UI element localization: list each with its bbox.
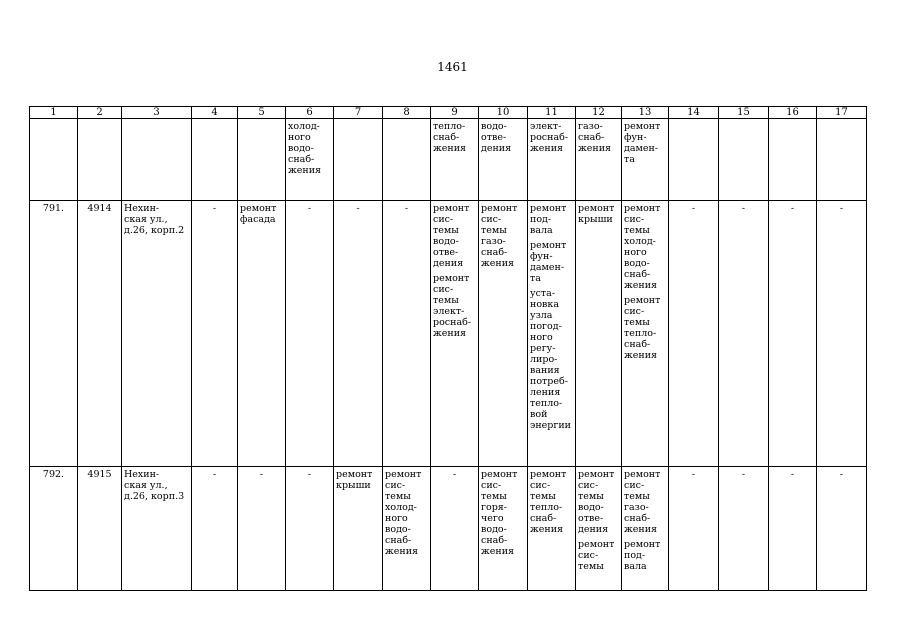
- cell-text: ремонт фасада: [240, 203, 277, 225]
- cell-text: ремонт сис- темы холод- ного водо- снаб- жения: [624, 203, 661, 291]
- table-cell: [669, 467, 719, 591]
- cell-text: -: [212, 203, 217, 214]
- column-number-7: 7: [334, 107, 383, 119]
- cell-text: -: [839, 469, 844, 480]
- table-cell: [719, 467, 769, 591]
- cell-text: ремонт сис- темы холод- ного водо- снаб- жения: [385, 469, 422, 557]
- cell-text: -: [691, 469, 696, 480]
- column-number-11: 11: [528, 107, 576, 119]
- table-cell: [334, 201, 383, 467]
- table-cell: [238, 119, 286, 201]
- table-cell: [817, 201, 867, 467]
- cell-text: -: [404, 203, 409, 214]
- cell-text: водо- отве- дения: [481, 121, 512, 154]
- cell-text: холод- ного водо- снаб- жения: [288, 121, 322, 176]
- cell-text: -: [356, 203, 360, 214]
- cell-text: ремонт сис- темы водо- отве- дения: [578, 469, 615, 535]
- cell-text: -: [790, 469, 795, 480]
- table-cell: [479, 201, 528, 467]
- cell-text: 4914: [87, 203, 112, 214]
- cell-text: -: [741, 203, 746, 214]
- cell-text: -: [839, 203, 844, 214]
- cell-text: -: [452, 469, 457, 480]
- column-number-12: 12: [576, 107, 622, 119]
- cell-text: ремонт сис- темы: [578, 539, 615, 572]
- cell-text: ремонт сис- темы горя- чего водо- снаб- жения: [481, 469, 518, 557]
- column-number-3: 3: [122, 107, 192, 119]
- table-cell: [622, 119, 669, 201]
- table-cell: [769, 119, 817, 201]
- table-cell: [78, 201, 122, 467]
- cell-text: Нехин- ская ул., д.26, корп.3: [124, 469, 185, 502]
- cell-text: -: [212, 469, 217, 480]
- column-number-6: 6: [286, 107, 334, 119]
- column-number-10: 10: [479, 107, 528, 119]
- table-cell: [286, 119, 334, 201]
- table-cell: [817, 467, 867, 591]
- cell-text: ремонт крыши: [578, 203, 615, 225]
- cell-text: ремонт сис- темы газо- снаб- жения: [481, 203, 518, 269]
- table-cell: [719, 201, 769, 467]
- column-number-17: 17: [817, 107, 867, 119]
- table-cell: [431, 119, 479, 201]
- table-cell: [576, 201, 622, 467]
- cell-text: ремонт крыши: [336, 469, 373, 491]
- table-cell: [383, 119, 431, 201]
- cell-text: -: [790, 203, 795, 214]
- cell-text: тепло- снаб- жения: [433, 121, 467, 154]
- table-cell: [769, 467, 817, 591]
- table-cell: [30, 467, 78, 591]
- table-cell: [238, 201, 286, 467]
- cell-text: уста- новка узла погод- ного регу- лиро- вания потреб- ления тепло- вой энергии: [530, 288, 571, 431]
- column-number-row: [30, 107, 867, 119]
- table-cell: [576, 467, 622, 591]
- table-cell: [669, 201, 719, 467]
- table-cell: [334, 119, 383, 201]
- table-cell: [431, 201, 479, 467]
- cell-text: элект- роснаб- жения: [530, 121, 569, 154]
- cell-text: -: [691, 203, 696, 214]
- table-cell: [528, 201, 576, 467]
- table-cell: [122, 119, 192, 201]
- page-number: 1461: [437, 60, 468, 74]
- table-cell: [817, 119, 867, 201]
- column-number-13: 13: [622, 107, 669, 119]
- column-number-2: 2: [78, 107, 122, 119]
- table-cell: [334, 467, 383, 591]
- table-cell: [669, 119, 719, 201]
- cell-text: ремонт фун- дамен- та: [530, 240, 567, 284]
- cell-text: ремонт сис- темы элект- роснаб- жения: [433, 273, 472, 339]
- cell-text: ремонт сис- темы тепло- снаб- жения: [624, 295, 661, 361]
- cell-text: газо- снаб- жения: [578, 121, 612, 154]
- cell-text: ремонт сис- темы тепло- снаб- жения: [530, 469, 567, 535]
- table-cell: [238, 467, 286, 591]
- table-cell: [30, 201, 78, 467]
- table-cell: [383, 467, 431, 591]
- table-cell: [431, 467, 479, 591]
- cell-text: ремонт сис- темы водо- отве- дения: [433, 203, 470, 269]
- column-number-9: 9: [431, 107, 479, 119]
- cell-text: 791.: [42, 203, 65, 214]
- table-cell: [286, 201, 334, 467]
- cell-text: ремонт сис- темы газо- снаб- жения: [624, 469, 661, 535]
- table-cell: [528, 467, 576, 591]
- table-cell: [622, 201, 669, 467]
- table-cell: [192, 119, 238, 201]
- column-number-14: 14: [669, 107, 719, 119]
- column-number-8: 8: [383, 107, 431, 119]
- table-cell: [286, 467, 334, 591]
- register-table: [29, 106, 867, 591]
- cell-text: -: [259, 469, 264, 480]
- table-cell: [192, 467, 238, 591]
- table-cell: [30, 119, 78, 201]
- table-cell: [479, 467, 528, 591]
- table-cell: [78, 119, 122, 201]
- table-row: [30, 201, 867, 467]
- cell-text: ремонт под- вала: [624, 539, 661, 572]
- cell-text: Нехин- ская ул., д.26, корп.2: [124, 203, 185, 236]
- cell-text: -: [307, 203, 312, 214]
- table-cell: [192, 201, 238, 467]
- table-cell: [576, 119, 622, 201]
- column-number-5: 5: [238, 107, 286, 119]
- table-cell: [479, 119, 528, 201]
- cell-text: ремонт под- вала: [530, 203, 567, 236]
- table-cell: [622, 467, 669, 591]
- column-number-4: 4: [192, 107, 238, 119]
- table-cell: [383, 201, 431, 467]
- table-cell: [122, 201, 192, 467]
- cell-text: 792.: [42, 469, 65, 480]
- table-cell: [719, 119, 769, 201]
- cell-text: -: [307, 469, 312, 480]
- cell-text: ремонт фун- дамен- та: [624, 121, 661, 165]
- table-cell: [122, 467, 192, 591]
- table-row: [30, 467, 867, 591]
- column-number-16: 16: [769, 107, 817, 119]
- table-cell: [78, 467, 122, 591]
- table-row: [30, 119, 867, 201]
- cell-text: -: [741, 469, 746, 480]
- table-cell: [769, 201, 817, 467]
- table-cell: [528, 119, 576, 201]
- cell-text: 4915: [87, 469, 112, 480]
- column-number-15: 15: [719, 107, 769, 119]
- column-number-1: 1: [30, 107, 78, 119]
